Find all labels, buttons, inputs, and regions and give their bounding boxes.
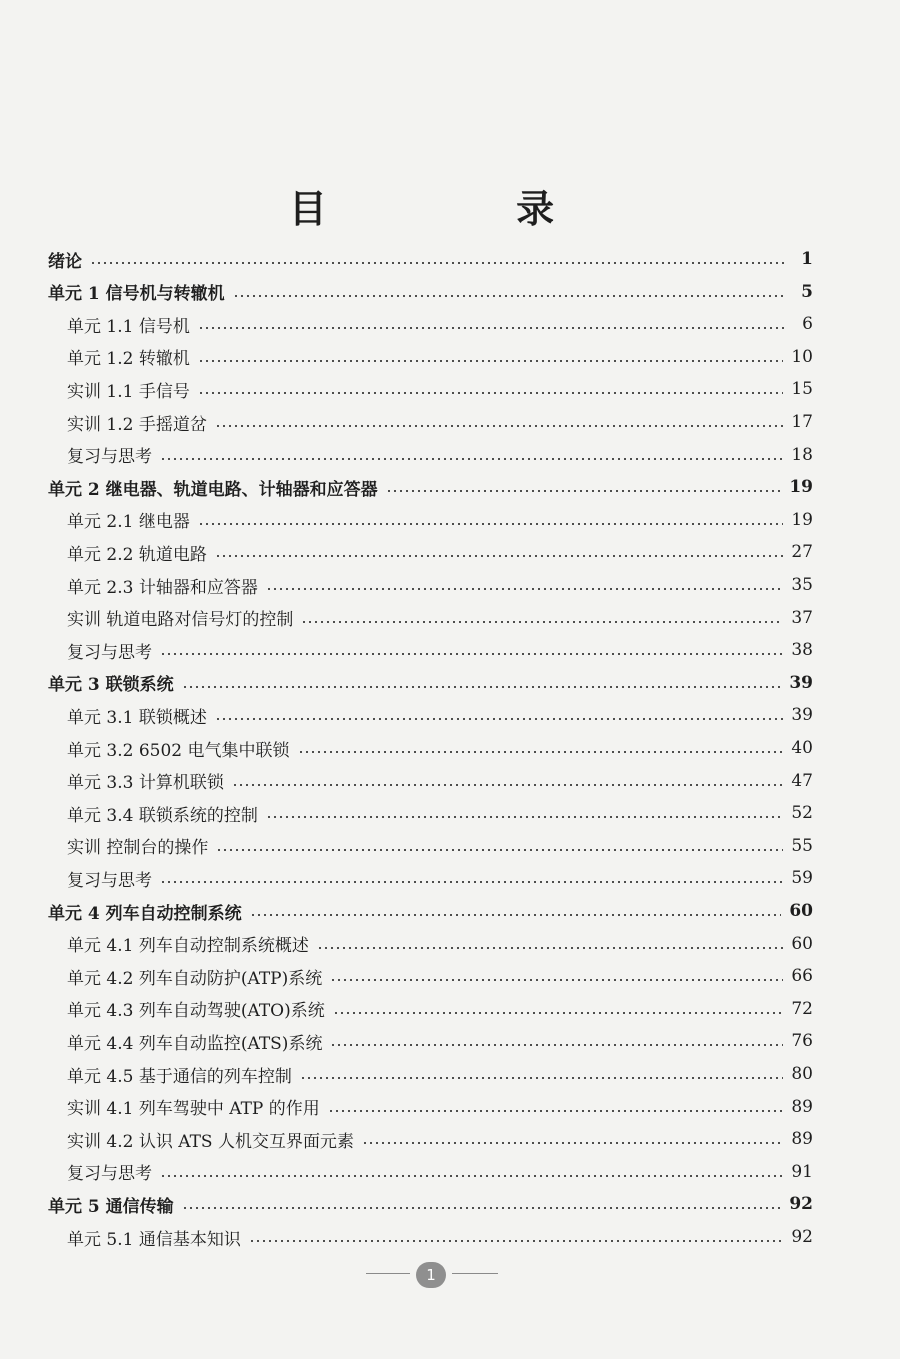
toc-leader-dots bbox=[300, 1077, 784, 1079]
toc-entry[interactable] bbox=[67, 440, 813, 470]
toc-entry-label: 单元 2.2 轨道电路 bbox=[67, 544, 207, 565]
toc-entry-label: 单元 1 信号机与转辙机 bbox=[48, 284, 225, 305]
toc-entry-label: 实训 1.2 手摇道岔 bbox=[67, 414, 207, 435]
toc-entry-page: 18 bbox=[791, 444, 813, 465]
toc-entry[interactable] bbox=[67, 374, 813, 404]
toc-leader-dots bbox=[250, 914, 782, 916]
toc-entry[interactable] bbox=[67, 994, 813, 1024]
toc-leader-dots bbox=[160, 653, 783, 655]
toc-entry[interactable] bbox=[67, 766, 813, 796]
toc-entry-page: 76 bbox=[791, 1031, 813, 1052]
toc-entry-page: 72 bbox=[791, 998, 813, 1019]
toc-entry-page: 27 bbox=[791, 542, 813, 563]
toc-entry[interactable] bbox=[67, 505, 813, 535]
toc-entry-page: 35 bbox=[791, 575, 813, 595]
page-number-badge: 1 bbox=[416, 1262, 446, 1288]
toc-entry[interactable] bbox=[67, 798, 813, 828]
toc-entry-page: 91 bbox=[791, 1161, 813, 1182]
toc-entry[interactable] bbox=[67, 863, 813, 893]
toc-entry-label: 单元 4.3 列车自动驾驶(ATO)系统 bbox=[67, 1001, 325, 1022]
toc-leader-dots bbox=[215, 555, 784, 557]
toc-entry-page: 92 bbox=[791, 1227, 813, 1247]
toc-entry-page: 39 bbox=[791, 705, 813, 726]
toc-entry[interactable] bbox=[67, 1157, 813, 1187]
toc-leader-dots bbox=[160, 881, 783, 883]
toc-entry-label: 单元 4.4 列车自动监控(ATS)系统 bbox=[67, 1033, 323, 1054]
toc-leader-dots bbox=[198, 392, 784, 394]
toc-entry[interactable] bbox=[67, 309, 813, 339]
toc-entry[interactable] bbox=[67, 635, 813, 665]
toc-entry-page: 37 bbox=[791, 607, 813, 628]
toc-entry-page: 19 bbox=[791, 509, 813, 530]
toc-entry-label: 单元 1.1 信号机 bbox=[67, 316, 190, 337]
toc-leader-dots bbox=[330, 979, 783, 981]
toc-entry-label: 单元 2.3 计轴器和应答器 bbox=[67, 577, 258, 598]
toc-leader-dots bbox=[215, 718, 784, 720]
toc-entry[interactable] bbox=[48, 668, 813, 698]
toc-leader-dots bbox=[232, 784, 784, 786]
toc-entry-page: 80 bbox=[791, 1064, 813, 1084]
toc-entry-page: 17 bbox=[791, 412, 813, 432]
toc-entry-label: 单元 1.2 转辙机 bbox=[67, 349, 190, 370]
toc-entry-label: 复习与思考 bbox=[67, 1164, 152, 1185]
toc-entry-page: 52 bbox=[791, 803, 813, 824]
toc-leader-dots bbox=[298, 751, 784, 753]
toc-entry-label: 复习与思考 bbox=[67, 642, 152, 663]
toc-entry[interactable] bbox=[48, 244, 813, 274]
toc-entry-label: 单元 3.1 联锁概述 bbox=[67, 707, 207, 728]
toc-leader-dots bbox=[333, 1012, 784, 1014]
toc-leader-dots bbox=[216, 849, 783, 851]
toc-entry-page: 55 bbox=[791, 835, 813, 856]
toc-entry-label: 单元 3.3 计算机联锁 bbox=[67, 773, 224, 794]
toc-entry-label: 单元 3 联锁系统 bbox=[48, 675, 174, 696]
toc-entry-label: 单元 4.5 基于通信的列车控制 bbox=[67, 1066, 292, 1087]
toc-entry[interactable] bbox=[67, 733, 813, 763]
toc-entry[interactable] bbox=[48, 1189, 813, 1219]
toc-leader-dots bbox=[317, 947, 784, 949]
toc-leader-dots bbox=[182, 686, 782, 688]
toc-entry-label: 实训 控制台的操作 bbox=[67, 838, 209, 859]
toc-entry[interactable] bbox=[67, 407, 813, 437]
toc-leader-dots bbox=[266, 588, 784, 590]
toc-entry-label: 单元 4 列车自动控制系统 bbox=[48, 903, 242, 924]
toc-entry-label: 单元 5 通信传输 bbox=[48, 1196, 174, 1217]
toc-entry-page: 15 bbox=[791, 379, 813, 400]
toc-entry[interactable] bbox=[67, 929, 813, 959]
toc-entry[interactable] bbox=[67, 1222, 813, 1252]
toc-entry-page: 60 bbox=[789, 901, 813, 921]
toc-entry[interactable] bbox=[67, 961, 813, 991]
toc-entry[interactable] bbox=[67, 570, 813, 600]
footer-rule-right bbox=[452, 1273, 498, 1274]
toc-entry-page: 10 bbox=[791, 346, 813, 367]
toc-entry[interactable] bbox=[67, 342, 813, 372]
page-title: 目 录 bbox=[288, 186, 643, 231]
toc-entry-page: 1 bbox=[801, 249, 813, 269]
toc-entry-page: 89 bbox=[791, 1129, 813, 1150]
toc-entry[interactable] bbox=[48, 277, 813, 307]
toc-entry[interactable] bbox=[67, 603, 813, 633]
toc-leader-dots bbox=[233, 295, 787, 297]
toc-entry-page: 89 bbox=[791, 1096, 813, 1117]
toc-entry[interactable] bbox=[48, 896, 813, 926]
toc-leader-dots bbox=[362, 1142, 783, 1144]
toc-entry-page: 66 bbox=[791, 966, 813, 987]
toc-entry[interactable] bbox=[67, 1124, 813, 1154]
toc-leader-dots bbox=[249, 1240, 784, 1242]
toc-leader-dots bbox=[198, 360, 784, 362]
toc-leader-dots bbox=[160, 1175, 783, 1177]
toc-entry-label: 单元 4.2 列车自动防护(ATP)系统 bbox=[67, 968, 323, 989]
toc-entry-label: 单元 3.2 6502 电气集中联锁 bbox=[67, 740, 290, 761]
toc-entry-label: 实训 1.1 手信号 bbox=[67, 381, 190, 402]
toc-entry-label: 绪论 bbox=[48, 251, 82, 272]
toc-entry-page: 59 bbox=[791, 868, 813, 889]
toc-leader-dots bbox=[266, 816, 784, 818]
toc-entry-label: 实训 4.2 认识 ATS 人机交互界面元素 bbox=[67, 1131, 354, 1152]
toc-entry[interactable] bbox=[48, 472, 813, 502]
toc-entry-label: 单元 3.4 联锁系统的控制 bbox=[67, 805, 258, 826]
toc-entry[interactable] bbox=[67, 831, 813, 861]
toc-leader-dots bbox=[90, 262, 787, 264]
toc-entry[interactable] bbox=[67, 700, 813, 730]
toc-leader-dots bbox=[215, 425, 784, 427]
toc-entry-label: 实训 轨道电路对信号灯的控制 bbox=[67, 610, 294, 631]
toc-entry[interactable] bbox=[67, 1059, 813, 1089]
toc-entry-label: 复习与思考 bbox=[67, 870, 152, 891]
toc-entry-label: 单元 5.1 通信基本知识 bbox=[67, 1229, 241, 1250]
toc-entry-label: 单元 2 继电器、轨道电路、计轴器和应答器 bbox=[48, 479, 378, 500]
toc-entry-page: 6 bbox=[802, 314, 813, 335]
toc-entry-page: 60 bbox=[791, 933, 813, 954]
toc-leader-dots bbox=[301, 621, 783, 623]
toc-entry-page: 19 bbox=[789, 477, 813, 498]
toc-leader-dots bbox=[330, 1044, 783, 1046]
toc-entry-label: 单元 2.1 继电器 bbox=[67, 512, 190, 533]
toc-entry[interactable] bbox=[67, 1026, 813, 1056]
footer-rule-left bbox=[366, 1273, 410, 1274]
toc-leader-dots bbox=[160, 458, 783, 460]
toc-leader-dots bbox=[328, 1110, 784, 1112]
toc-entry[interactable] bbox=[67, 1092, 813, 1122]
toc-entry-page: 47 bbox=[791, 770, 813, 791]
toc-entry-label: 单元 4.1 列车自动控制系统概述 bbox=[67, 936, 309, 957]
toc-entry-page: 38 bbox=[791, 640, 813, 661]
toc-leader-dots bbox=[198, 523, 784, 525]
toc-leader-dots bbox=[182, 1207, 782, 1209]
toc-entry-label: 实训 4.1 列车驾驶中 ATP 的作用 bbox=[67, 1099, 320, 1120]
toc-entry[interactable] bbox=[67, 537, 813, 567]
toc-leader-dots bbox=[386, 490, 782, 492]
toc-leader-dots bbox=[198, 327, 787, 329]
toc-entry-page: 39 bbox=[789, 672, 813, 693]
toc-entry-label: 复习与思考 bbox=[67, 447, 152, 468]
toc-entry-page: 92 bbox=[789, 1194, 813, 1215]
toc-entry-page: 40 bbox=[791, 738, 813, 758]
toc-entry-page: 5 bbox=[801, 281, 813, 302]
